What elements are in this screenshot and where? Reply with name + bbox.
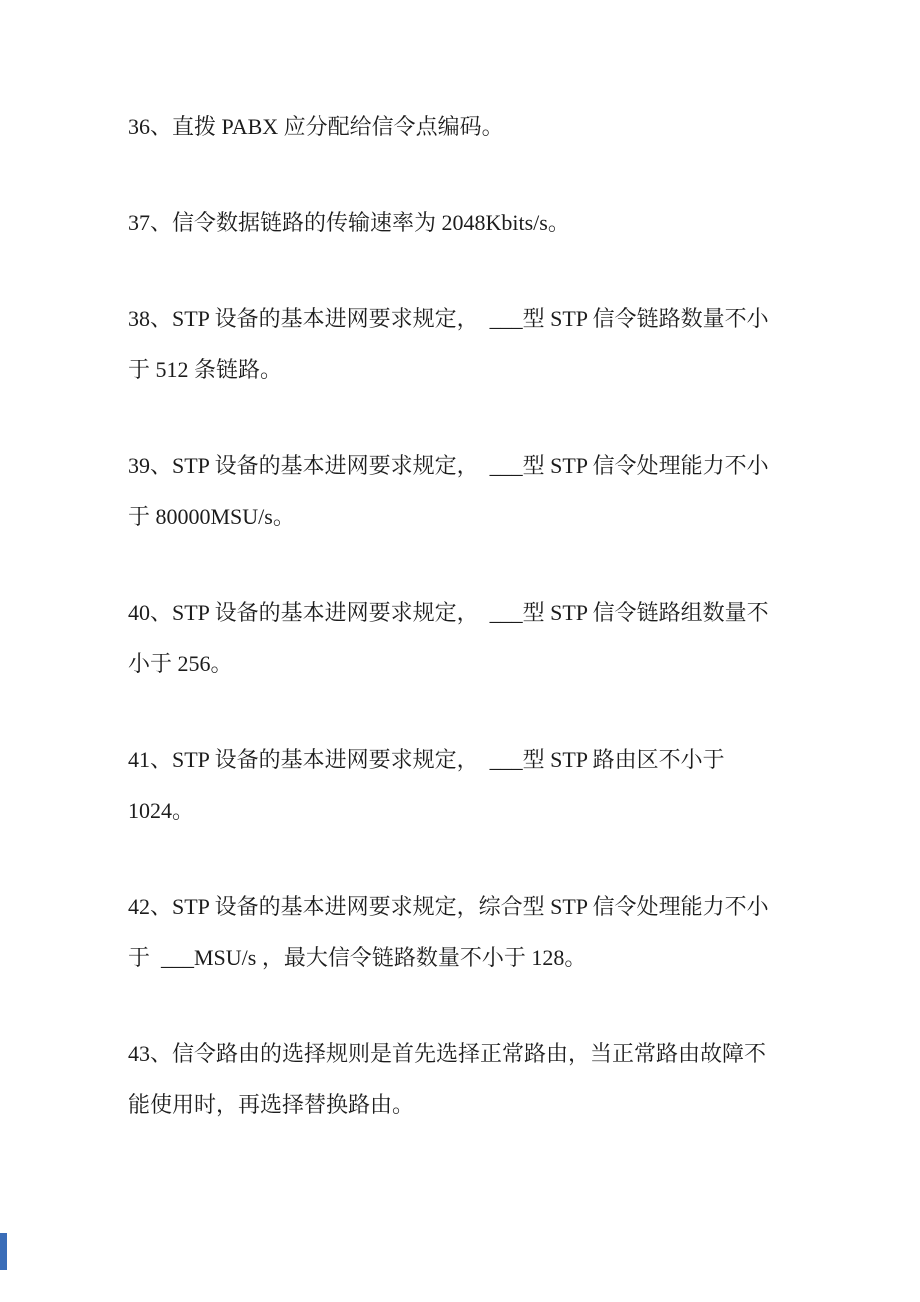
question-41-line-2: 1024。 <box>128 798 195 823</box>
question-42 <box>128 881 804 983</box>
question-43 <box>128 1028 804 1130</box>
question-39 <box>128 440 804 542</box>
question-39-line-1: 39、STP 设备的基本进网要求规定， ___型 STP 信令处理能力不小 <box>128 453 769 478</box>
question-40 <box>128 587 804 689</box>
question-42-line-2: 于 ___MSU/s ，最大信令链路数量不小于 128。 <box>128 945 587 970</box>
question-36-line-1: 36、直拨 PABX 应分配给信令点编码。 <box>128 114 504 139</box>
question-41-line-1: 41、STP 设备的基本进网要求规定， ___型 STP 路由区不小于 <box>128 747 725 772</box>
question-43-line-2: 能使用时，再选择替换路由。 <box>128 1092 415 1117</box>
question-42-line-1: 42、STP 设备的基本进网要求规定，综合型 STP 信令处理能力不小 <box>128 894 769 919</box>
question-38 <box>128 293 804 395</box>
question-40-line-2: 小于 256。 <box>128 651 233 676</box>
question-39-line-2: 于 80000MSU/s。 <box>128 504 295 529</box>
question-43-line-1: 43、信令路由的选择规则是首先选择正常路由，当正常路由故障不 <box>128 1041 767 1066</box>
question-37 <box>128 197 804 248</box>
question-40-line-1: 40、STP 设备的基本进网要求规定， ___型 STP 信令链路组数量不 <box>128 600 769 625</box>
question-36 <box>128 101 804 152</box>
question-38-line-1: 38、STP 设备的基本进网要求规定， ___型 STP 信令链路数量不小 <box>128 306 769 331</box>
blue-edge-marker <box>0 1233 7 1270</box>
question-list <box>128 101 804 1175</box>
question-41 <box>128 734 804 836</box>
question-38-line-2: 于 512 条链路。 <box>128 357 283 382</box>
question-37-line-1: 37、信令数据链路的传输速率为 2048Kbits/s。 <box>128 210 570 235</box>
